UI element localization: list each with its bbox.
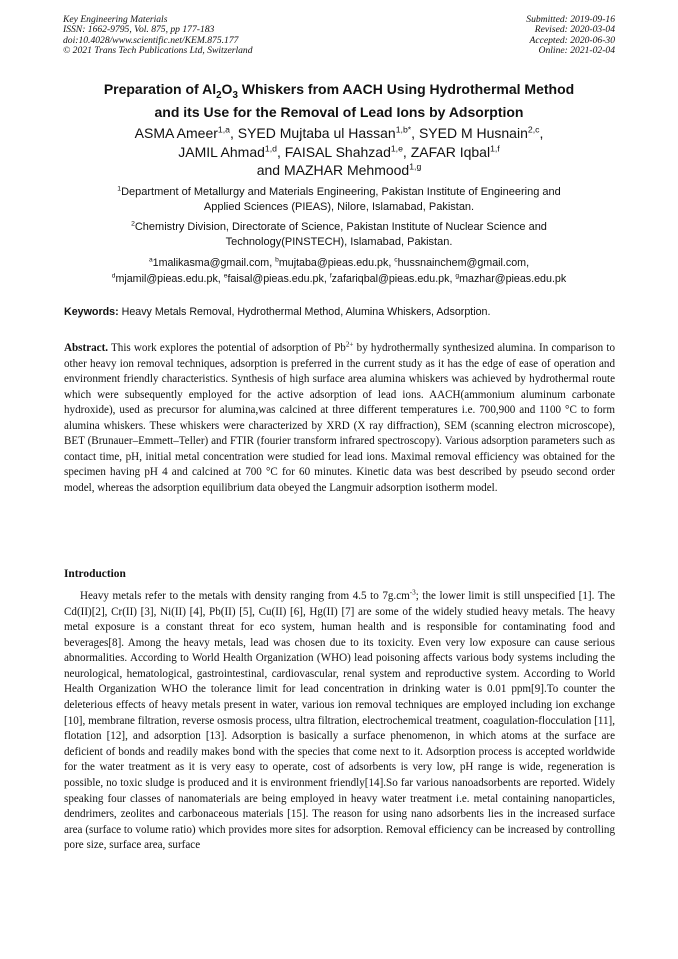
author-emails: [40, 256, 638, 287]
date-revised: Revised: 2020-03-04: [534, 24, 615, 36]
affiliation-2: $^2$Chemistry Division, Directorate of Science, Pakistan Institute of Nuclear Science and Technology(PINSTECH), Islamabad, Pakistan.: [131, 220, 547, 248]
author-name: ASMA Ameer: [134, 125, 218, 141]
email-line-1: $^a$1malikasma@gmail.com, $^b$mujtaba@pieas.edu.pk, $^c$hussnainchem@gmail.com,: [148, 256, 530, 269]
email-link[interactable]: mujtaba@pieas.edu.pk: [278, 257, 389, 269]
author-name: JAMIL Ahmad: [178, 143, 265, 160]
affiliation-1: $^1$Department of Metallurgy and Materials Engineering, Pakistan Institute of Engineering and Applied Sciences (PIEAS), Nilore, Islamabad, Pakistan.: [117, 185, 561, 213]
journal-issn: ISSN: 1662-9795, Vol. 875, pp 177-183: [63, 24, 215, 36]
journal-name: Key Engineering Materials: [63, 14, 168, 25]
email-link[interactable]: mazhar@pieas.edu.pk: [459, 272, 567, 285]
keywords: [64, 305, 624, 319]
author-name: SYED Mujtaba ul Hassan: [237, 125, 396, 141]
journal-header-right: [526, 15, 615, 56]
title-line-1: Preparation of $Al_2O_3$ Whiskers from AACH Using Hydrothermal Method: [103, 81, 575, 101]
author-name: SYED M Husnain: [418, 125, 528, 141]
journal-header-left: [63, 15, 253, 56]
abstract: Abstract. This work explores the potential of adsorption of $Pb^{2+}$ by hydrothermally synthesized alumina. In comparison to other heavy ion removal techniques, adsorption is preferred in the current study as it has the edge of ease of operation and environment friendly characteristics. Synthesis of high surface area alumina whiskers was achieved by hydrothermal route which were subsequently employed for the active adsorption of lead ions. AACH(ammonium aluminum carbonate hydroxide), used as precursor for alumina,was calcined at three different temperatures i.e. 700,900 and 1100 °C to form alumina whiskers. These whiskers were characterized by XRD (X ray diffraction), SEM (scanning electron microscope), BET (Brunauer–Emmett–Teller) and FTIR (fourier transform infrared spectroscopy). Various adsorption parameters such as contact time, pH, initial metal concentration were studied for lead ions. Maximal removal efficiency was obtained for the specimen having pH 4 and calcined at 700 °C for 60 minutes. Kinetic data was best described by pseudo second order model, whereas the adsorption equilibrium data obeyed the Langmuir adsorption isotherm model.: [64, 340, 615, 494]
title-line-2: and its Use for the Removal of Lead Ions by Adsorption: [154, 103, 524, 120]
author-name: MAZHAR Mehmood: [283, 162, 410, 178]
email-link[interactable]: 1malikasma@gmail.com: [152, 257, 270, 269]
email-link[interactable]: hussnainchem@gmail.com: [397, 257, 527, 269]
journal-doi: doi:10.4028/www.scientific.net/KEM.875.177: [63, 34, 239, 46]
email-link[interactable]: mjamil@pieas.edu.pk: [115, 272, 218, 285]
paper-title: [40, 81, 638, 121]
author-list: [40, 124, 638, 180]
date-online: Online: 2021-02-04: [538, 44, 615, 56]
author-line-1: ASMA Ameer$^{1,a}$, SYED Mujtaba ul Hassan$^{1,b*}$, SYED M Husnain$^{2,c}$,: [134, 124, 544, 141]
keywords-text: Heavy Metals Removal, Hydrothermal Method, Alumina Whiskers, Adsorption.: [118, 306, 491, 318]
author-line-3: and MAZHAR Mehmood$^{1,g}$: [256, 161, 422, 178]
author-line-2: JAMIL Ahmad$^{1,d}$, FAISAL Shahzad$^{1,e}$, ZAFAR Iqbal$^{1,f}$: [178, 142, 500, 160]
abstract-label: Abstract.: [64, 342, 109, 354]
email-line-2: $^d$mjamil@pieas.edu.pk, $^e$faisal@pieas.edu.pk, $^f$zafariqbal@pieas.edu.pk, $^g$mazhar@pieas.edu.pk: [111, 271, 567, 285]
introduction-paragraph: Heavy metals refer to the metals with density ranging from 4.5 to $7g.cm^{-3}$; the lower limit is still unspecified [1]. The Cd(II)[2], Cr(II) [3], Ni(II) [4], Pb(II) [5], Cu(II) [6], Hg(II) [7] are some of the widely studied heavy metals. The heavy metal exposure is a constant threat for eco system, human health and is responsible for contaminating food and beverages[8]. Among the heavy metals, lead was chosen due to its toxicity. Even very low exposure can cause serious abnormalities. According to World Health Organization (WHO) lead poisoning affects various body systems including the neurological, hematological, gastrointestinal, cardiovascular, renal system and reproductive system. According to World Health Organization WHO the tolerance limit for lead concentration in drinking water is 0.01 ppm[9].To counter the deleterious effects of heavy metals present in water, various ion removal techniques are employed including ion exchange [10], membrane filtration, reverse osmosis process, ultra filtration, electrochemical treatment, coagulation-flocculation [11], flotation [12], and adsorption [13]. Adsorption is basically a surface phenomenon, in which atoms at the surface are deficient of bonds and readily makes bond with the species that come next to it. Adsorption process is accepted worldwide for the water treatment as it is very easy to operate, cost of adsorbents is very low, pH range is wide, regeneration is possible, no toxic sludge is produced and it is environment friendly[14].So far various nanoadsorbents are reported. Widely speaking four classes of nanomaterials are being employed in heavy water treatment i.e. metal containing nanoparticles, dendrimers, zeolites and carbonaceous materials [15]. The reason for using nano adsorbents lies in the increased surface area (surface to volume ratio) which provides more sites for adsorption. Removal efficiency can be increased by controlling pore size, surface area, surface: [64, 588, 615, 852]
author-name: ZAFAR Iqbal: [410, 143, 491, 160]
date-submitted: Submitted: 2019-09-16: [526, 14, 615, 25]
email-link[interactable]: zafariqbal@pieas.edu.pk: [331, 272, 450, 285]
keywords-label: Keywords:: [64, 306, 119, 318]
journal-copyright: © 2021 Trans Tech Publications Ltd, Switzerland: [63, 44, 253, 56]
date-accepted: Accepted: 2020-06-30: [529, 34, 615, 46]
section-heading-introduction: Introduction: [64, 568, 126, 580]
email-link[interactable]: faisal@pieas.edu.pk: [227, 272, 324, 285]
author-name: FAISAL Shahzad: [284, 143, 391, 160]
